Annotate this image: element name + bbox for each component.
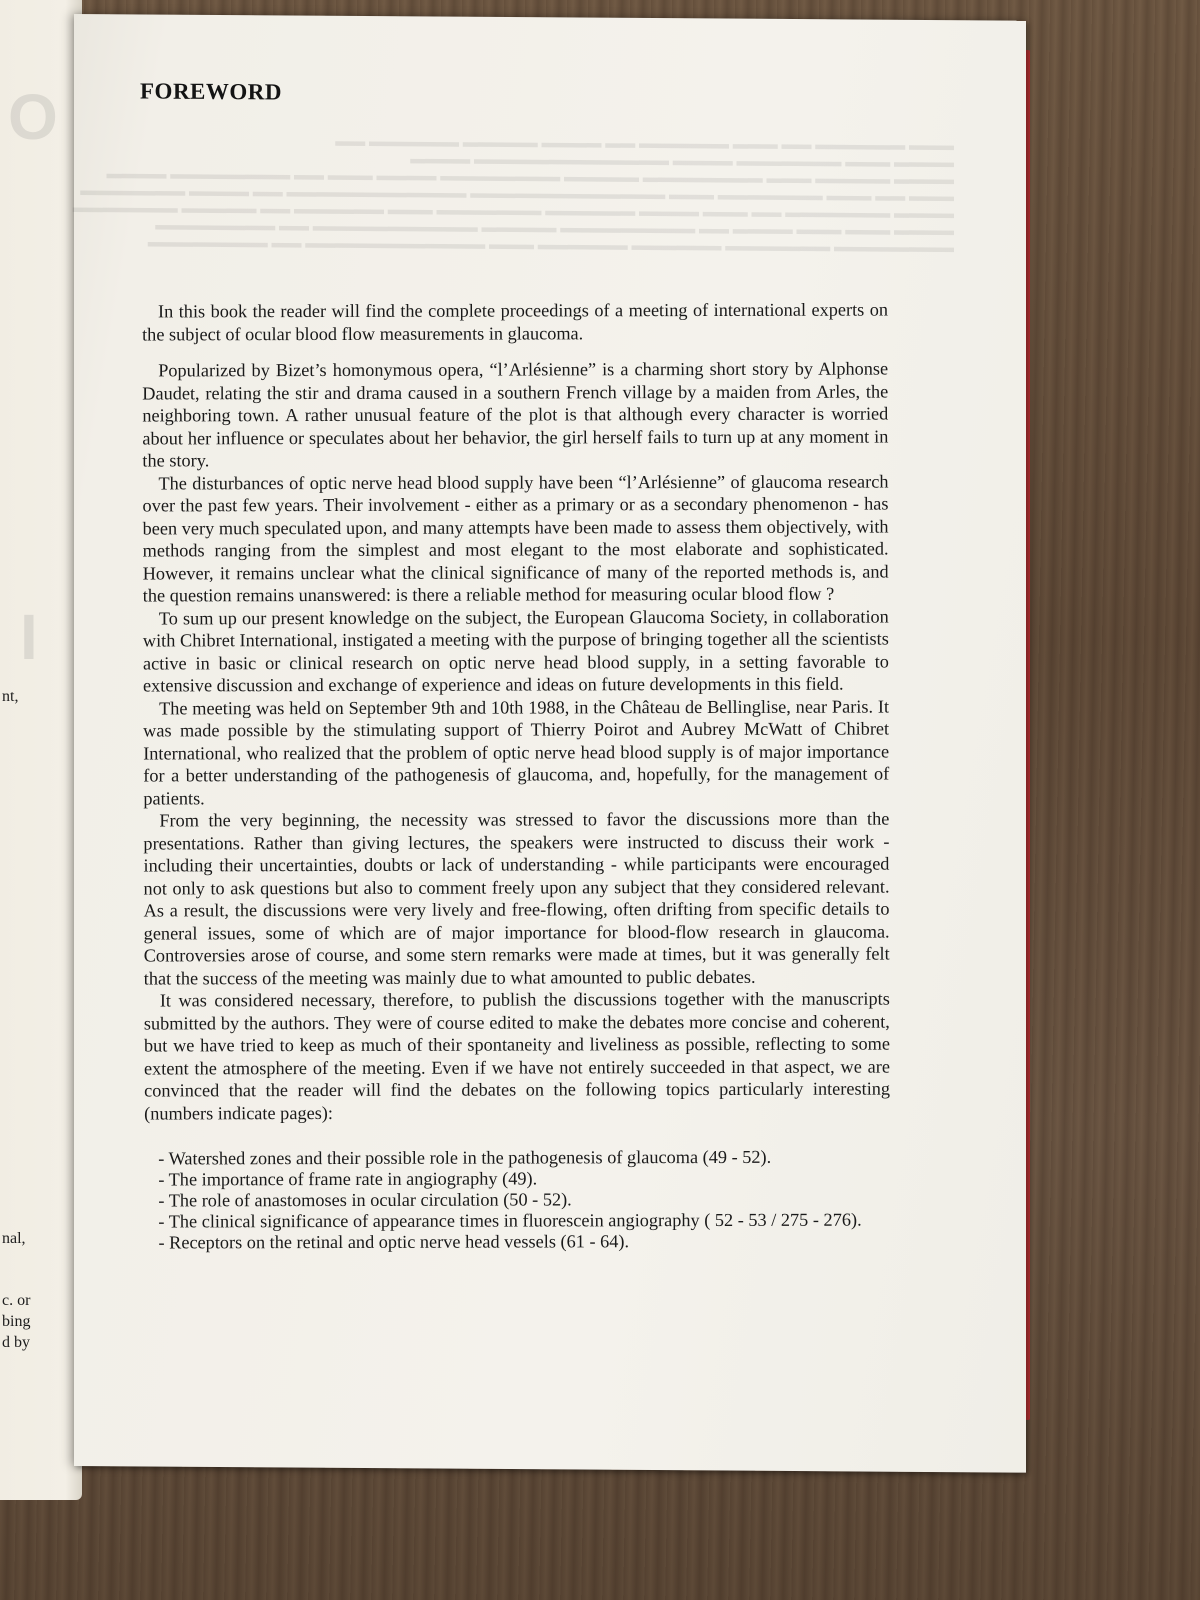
list-item: - The clinical significance of appearance times in fluorescein angiography ( 52 - 53 / 275 - 276).	[158, 1209, 862, 1232]
topic-list	[158, 1147, 890, 1254]
list-item: - Watershed zones and their possible role in the pathogenesis of glaucoma (49 - 52).	[158, 1146, 772, 1169]
left-page-fragment: nt,	[2, 688, 19, 705]
paragraph: It was considered necessary, therefore, to publish the discussions together with the manuscripts submitted by the authors. They were of course edited to make the debates more concise and coherent, but we have tried to keep as much of their spontaneity and liveliness as possible, reflecting to some extent the atmosphere of the meeting. Even if we have not entirely succeeded in that aspect, we are convinced that the reader will find the debates on the following topics particularly interesting (numbers indicate pages):	[143, 988, 891, 1124]
paragraph: To sum up our present knowledge on the subject, the European Glaucoma Society, in collaboration with Chibret International, instigated a meeting with the purpose of bringing together all the scientists active in basic or clinical research on optic nerve head blood supply, in a setting favorable to extensive discussion and exchange of experience and ideas on future developments in this field.	[142, 606, 889, 696]
page-title: FOREWORD	[140, 78, 282, 105]
foreword-body	[142, 299, 890, 1254]
paragraph: In this book the reader will find the complete proceedings of a meeting of international experts on the subject of ocular blood flow measurements in glaucoma.	[142, 299, 889, 344]
list-item: - The importance of frame rate in angiography (49).	[158, 1168, 538, 1190]
show-through-mark: O	[8, 81, 58, 153]
left-page-fragment: bing	[2, 1313, 31, 1330]
paragraph: From the very beginning, the necessity was stressed to favor the discussions more than the presentations. Rather than giving lectures, the speakers were instructed to discuss their work - including their uncertainties, doubts or lack of understanding - while participants were encouraged not only to ask questions but also to comment freely upon any subject that they considered relevant. As a result, the discussions were very lively and free-flowing, often drifting from specific details to general issues, some of which are of major importance for blood-flow research in glaucoma. Controversies arose of course, and some stern remarks were made at times, but it was generally felt that the success of the meeting was mainly due to what amounted to public debates.	[143, 808, 890, 989]
show-through-mark: I	[20, 601, 38, 673]
list-item: - The role of anastomoses in ocular circulation (50 - 52).	[158, 1189, 572, 1211]
left-page	[0, 0, 82, 1500]
book-page	[74, 14, 1026, 1473]
left-page-fragment: nal,	[2, 1230, 26, 1247]
left-page-fragment: d by	[2, 1334, 30, 1351]
left-page-fragment: c. or	[2, 1292, 31, 1309]
show-through-text: ▬▬▬ ▬▬▬▬▬▬ ▬▬ ▬▬▬ ▬▬▬▬▬▬ ▬▬ ▬▬▬▬ ▬▬▬▬▬ ▬▬▬▬▬▬ ▬▬ ▬▬▬▬ ▬▬▬ ▬▬▬▬▬▬▬ ▬▬▬▬ ▬▬▬▬▬▬▬▬▬▬▬▬▬ ▬▬▬▬ ▬▬▬▬ ▬▬▬▬▬ ▬▬▬ ▬▬▬▬▬▬▬▬ ▬▬▬▬▬ ▬▬▬▬▬▬▬▬ ▬▬▬▬ ▬▬▬ ▬▬ ▬▬▬▬▬▬▬▬ ▬▬▬▬ ▬▬▬ ▬▬ ▬▬▬ ▬▬▬▬▬▬▬ ▬▬▬ ▬▬▬▬▬▬▬▬▬▬▬▬▬ ▬▬▬▬▬▬▬▬▬▬▬▬ ▬▬ ▬▬▬▬ ▬▬▬▬▬▬▬ ▬▬▬▬ ▬▬▬▬▬▬▬ ▬▬ ▬▬▬ ▬▬▬▬ ▬▬▬▬▬▬ ▬▬▬▬▬▬▬ ▬▬▬ ▬▬▬▬▬▬ ▬▬ ▬▬▬▬▬ ▬▬▬▬▬▬▬ ▬▬▬▬ ▬▬▬ ▬▬▬ ▬▬▬▬ ▬▬ ▬▬▬▬▬▬▬▬▬ ▬▬▬▬▬ ▬▬▬▬▬▬▬▬▬▬▬ ▬▬ ▬▬▬▬▬▬▬▬ ▬▬▬▬▬▬▬▬ ▬▬▬▬▬▬▬ ▬▬▬▬▬▬ ▬▬▬▬▬▬ ▬▬▬ ▬▬▬▬▬▬▬▬▬▬▬▬ ▬▬ ▬▬▬▬▬▬▬▬	[72, 133, 954, 257]
paragraph: The meeting was held on September 9th and 10th 1988, in the Château de Bellinglise, near Paris. It was made possible by the stimulating support of Thierry Poirot and Aubrey McWatt of Chibret International, who realized that the problem of optic nerve head blood supply is of major importance for a better understanding of the pathogenesis of glaucoma, and, hopefully, for the management of patients.	[143, 696, 890, 808]
paragraph: Popularized by Bizet’s homonymous opera, “l’Arlésienne” is a charming short story by Alphonse Daudet, relating the stir and drama caused in a southern French village by a maiden from Arles, the neighboring town. A rather unusual feature of the plot is that although every character is worried about her influence or speculates about her behavior, the girl herself fails to turn up at any moment in the story.	[142, 358, 889, 471]
paragraph: The disturbances of optic nerve head blood supply have been “l’Arlésienne” of glaucoma research over the past few years. Their involvement - either as a primary or as a secondary phenomenon - has been very much speculated upon, and many attempts have been made to assess them objectively, with methods ranging from the simplest and most elegant to the most elaborate and sophisticated. However, it remains unclear what the clinical significance of many of the reported methods is, and the question remains unanswered: is there a reliable method for measuring ocular blood flow ?	[142, 471, 889, 606]
list-item: - Receptors on the retinal and optic nerve head vessels (61 - 64).	[158, 1231, 630, 1253]
